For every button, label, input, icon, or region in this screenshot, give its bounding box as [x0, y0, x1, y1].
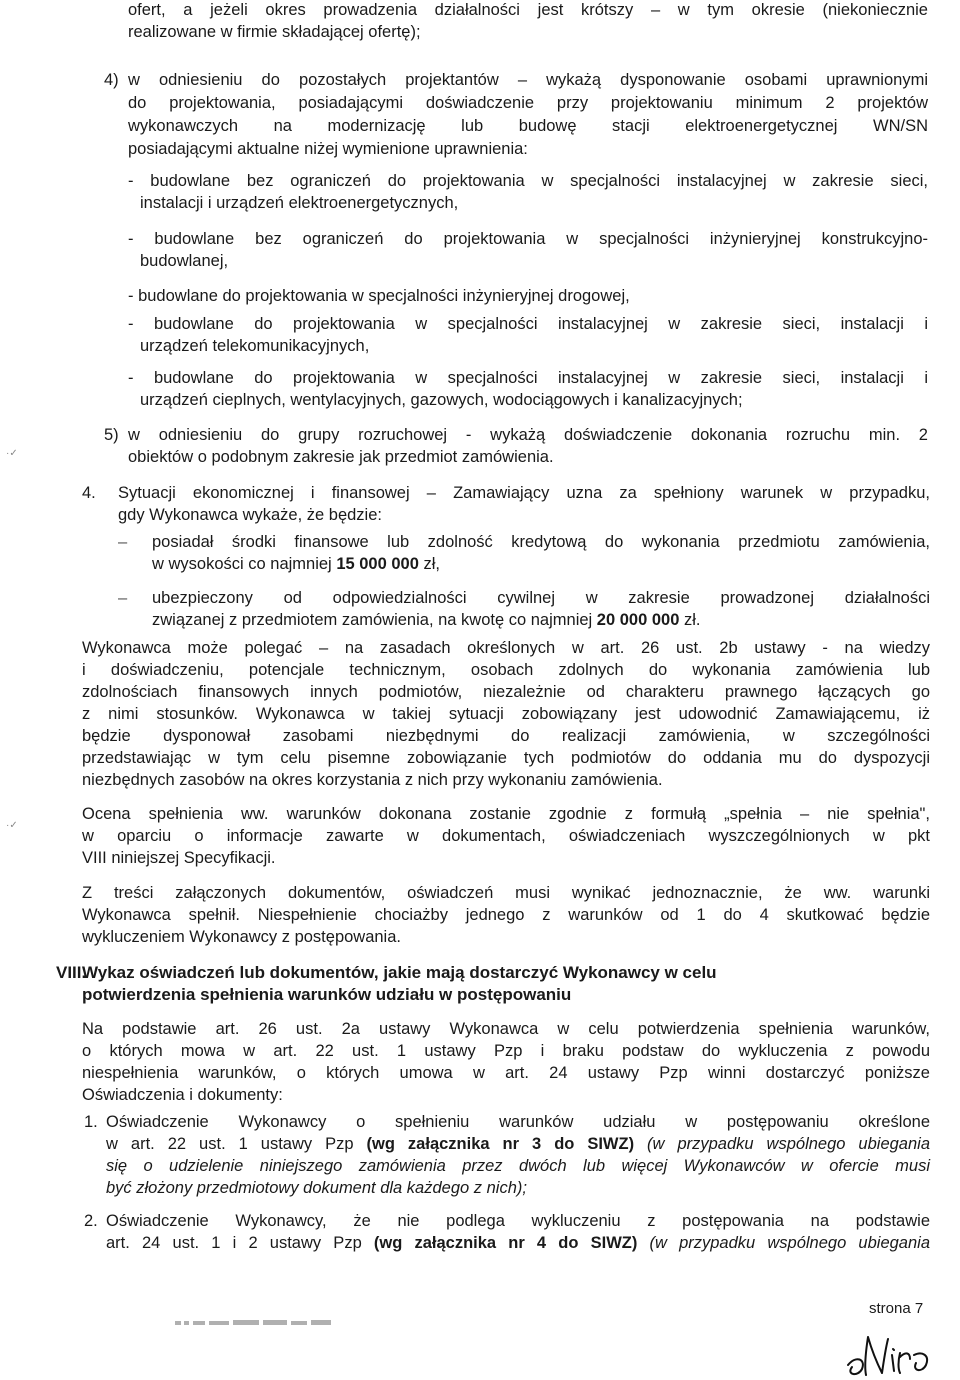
section-number: VIII. [56, 963, 87, 982]
condition-insurance [152, 587, 930, 631]
document-list-item-2 [106, 1210, 930, 1254]
condition-financial [152, 531, 930, 575]
section-heading [82, 962, 932, 1006]
list-number: 1. [84, 1113, 98, 1131]
signature-image [838, 1325, 958, 1380]
paragraph-ocena [82, 803, 930, 869]
amount-bold: 20 000 000 [596, 611, 680, 629]
text-line: w odniesieniu do grupy rozruchowej - wykażą doświadczenie dokonania rozruchu min. 2 [128, 426, 928, 444]
text-line: Wykonawca może polegać – na zasadach określonych w art. 26 ust. 2b ustawy - na wiedzy [82, 639, 930, 657]
list-number: 4) [104, 71, 119, 89]
dash-marker: – [118, 589, 128, 607]
text-line: z nimi stosunków. Wykonawca w takiej sytuacji zobowiązany jest udowodnić Zamawiającemu, iż [82, 705, 930, 723]
footer-reference [175, 1316, 355, 1333]
text-line: w odniesieniu do pozostałych projektantów – wykażą dysponowanie osobami uprawnionymi [128, 71, 928, 89]
paragraph-top [128, 0, 928, 43]
text-line: gdy Wykonawca wykaże, że będzie: [118, 506, 382, 524]
text-line: realizowane w firmie składającej ofertę); [128, 23, 421, 41]
text-line [106, 1133, 930, 1155]
faded-text-image [175, 1316, 355, 1330]
list-number: 5) [104, 426, 119, 444]
text-line [152, 553, 930, 575]
text-line: będzie dysponował zasobami niezbędnymi do realizacji zamówienia, w szczególności [82, 727, 930, 745]
text-line: Wykonawca spełnił. Niespełnienie chociażby jednego z warunków od 1 do 4 skutkować będzie [82, 906, 930, 924]
section-number: 4. [82, 484, 96, 502]
amount-bold: 15 000 000 [336, 555, 419, 573]
text-line: przedstawiając w tym celu pisemne zobowiązanie tych podmiotów do oddania mu do dyspozycji [82, 749, 930, 767]
text-line: Sytuacji ekonomicznej i finansowej – Zamawiający uzna za spełniony warunek w przypadku, [118, 484, 930, 502]
text-line: - budowlane do projektowania w specjalności inżynieryjnej drogowej, [128, 287, 630, 305]
paragraph-na-podstawie [82, 1018, 930, 1106]
dash-marker: – [118, 533, 128, 551]
text-fragment: art. 24 ust. 1 i 2 ustawy Pzp [106, 1234, 374, 1252]
section-4-intro [118, 482, 930, 526]
text-line: - budowlane do projektowania w specjalności instalacyjnej w zakresie sieci, instalacji i [128, 369, 928, 387]
text-line: - budowlane do projektowania w specjalności instalacyjnej w zakresie sieci, instalacji i [128, 315, 928, 333]
text-fragment: związanej z przedmiotem zamówienia, na kwotę co najmniej [152, 611, 597, 629]
text-line: w oparciu o informacje zawarte w dokumentach, oświadczeniach wyszczególnionych w pkt [82, 827, 930, 845]
text-line: urządzeń telekomunikacyjnych, [140, 337, 370, 355]
text-line: zdolnościach finansowych innych podmiotów, niezależnie od charakteru prawnego łączących go [82, 683, 930, 701]
text-line: Oświadczenie Wykonawcy, że nie podlega wykluczeniu z postępowania na podstawie [106, 1212, 930, 1230]
text-line: wykonawczych na modernizację lub budowę stacji elektroenergetycznej WN/SN [128, 117, 928, 135]
text-line: ofert, a jeżeli okres prowadzenia działalności jest krótszy – w tym okresie (niekoniecznie [128, 1, 928, 19]
list-item-4 [128, 69, 928, 161]
text-line: posiadającymi aktualne niżej wymienione uprawnienia: [128, 140, 528, 158]
text-line: być złożony przedmiotowy dokument dla każdego z nich); [106, 1179, 527, 1197]
text-fragment: zł. [679, 611, 701, 629]
text-line: Oświadczenie Wykonawcy o spełnieniu warunków udziału w postępowaniu określone [106, 1113, 930, 1131]
text-line: Na podstawie art. 26 ust. 2a ustawy Wykonawca w celu potwierdzenia spełnienia warunków, [82, 1020, 930, 1038]
bullet-item [128, 170, 928, 214]
text-line: niezbędnych zasobów na okres korzystania z nich przy wykonaniu zamówienia. [82, 771, 663, 789]
heading-line: potwierdzenia spełnienia warunków udziału w postępowaniu [82, 985, 572, 1004]
text-line [106, 1232, 930, 1254]
text-line: instalacji i urządzeń elektroenergetycznych, [140, 194, 459, 212]
text-fragment: w art. 22 ust. 1 ustawy Pzp [106, 1135, 367, 1153]
text-line: Ocena spełnienia ww. warunków dokonana zostanie zgodnie z formułą „spełnia – nie spełnia", [82, 805, 930, 823]
text-line: wykluczeniem Wykonawcy z postępowania. [82, 928, 401, 946]
text-line: urządzeń cieplnych, wentylacyjnych, gazowych, wodociągowych i kanalizacyjnych; [140, 391, 743, 409]
text-line: i doświadczeniu, potencjale technicznym, osobach zdolnych do wykonania zamówienia lub [82, 661, 930, 679]
paragraph-wykonawca [82, 637, 930, 791]
text-line: Z treści załączonych dokumentów, oświadczeń musi wynikać jednoznacznie, że ww. warunki [82, 884, 930, 902]
document-list-item-1 [106, 1111, 930, 1199]
paragraph-z-tresci [82, 882, 930, 948]
text-line: budowlanej, [140, 252, 229, 270]
text-line: VIII niniejszej Specyfikacji. [82, 849, 276, 867]
bullet-item [128, 367, 928, 411]
text-line: o których mowa w art. 22 ust. 1 ustawy Pzp i braku podstaw do wykluczenia z powodu [82, 1042, 930, 1060]
text-fragment: (w przypadku wspólnego ubiegania [637, 1234, 930, 1252]
bullet-item [128, 228, 928, 272]
scan-mark: ·✓ [6, 448, 18, 459]
text-line: Oświadczenia i dokumenty: [82, 1086, 283, 1104]
page-number: strona 7 [869, 1300, 924, 1317]
scan-mark: ·✓ [6, 820, 18, 831]
list-item-5 [128, 424, 928, 468]
text-line: obiektów o podobnym zakresie jak przedmiot zamówienia. [128, 448, 554, 466]
text-line: do projektowania, posiadającymi doświadczenie przy projektowaniu minimum 2 projektów [128, 94, 928, 112]
text-line: ubezpieczony od odpowiedzialności cywilnej w zakresie prowadzonej działalności [152, 589, 930, 607]
heading-line: Wykaz oświadczeń lub dokumentów, jakie mają dostarczyć Wykonawcy w celu [82, 963, 717, 982]
bullet-item [128, 285, 928, 307]
bullet-item [128, 313, 928, 357]
text-line [152, 609, 930, 631]
list-number: 2. [84, 1212, 98, 1230]
text-line: - budowlane bez ograniczeń do projektowania w specjalności inżynieryjnej konstrukcyjno- [128, 230, 928, 248]
text-fragment: (w przypadku wspólnego ubiegania [634, 1135, 931, 1153]
text-fragment: w wysokości co najmniej [152, 555, 337, 573]
text-fragment: zł, [418, 555, 440, 573]
text-line: posiadał środki finansowe lub zdolność kredytową do wykonania przedmiotu zamówienia, [152, 533, 930, 551]
attachment-ref: (wg załącznika nr 4 do SIWZ) [373, 1234, 638, 1252]
text-line: niespełnienia warunków, o których umowa w art. 24 ustawy Pzp winni dostarczyć poniższe [82, 1064, 930, 1082]
text-line: - budowlane bez ograniczeń do projektowania w specjalności instalacyjnej w zakresie sieci, [128, 172, 928, 190]
attachment-ref: (wg załącznika nr 3 do SIWZ) [366, 1135, 635, 1153]
text-line: się o udzielenie niniejszego zamówienia przez dwóch lub więcej Wykonawców w ofercie musi [106, 1157, 930, 1175]
